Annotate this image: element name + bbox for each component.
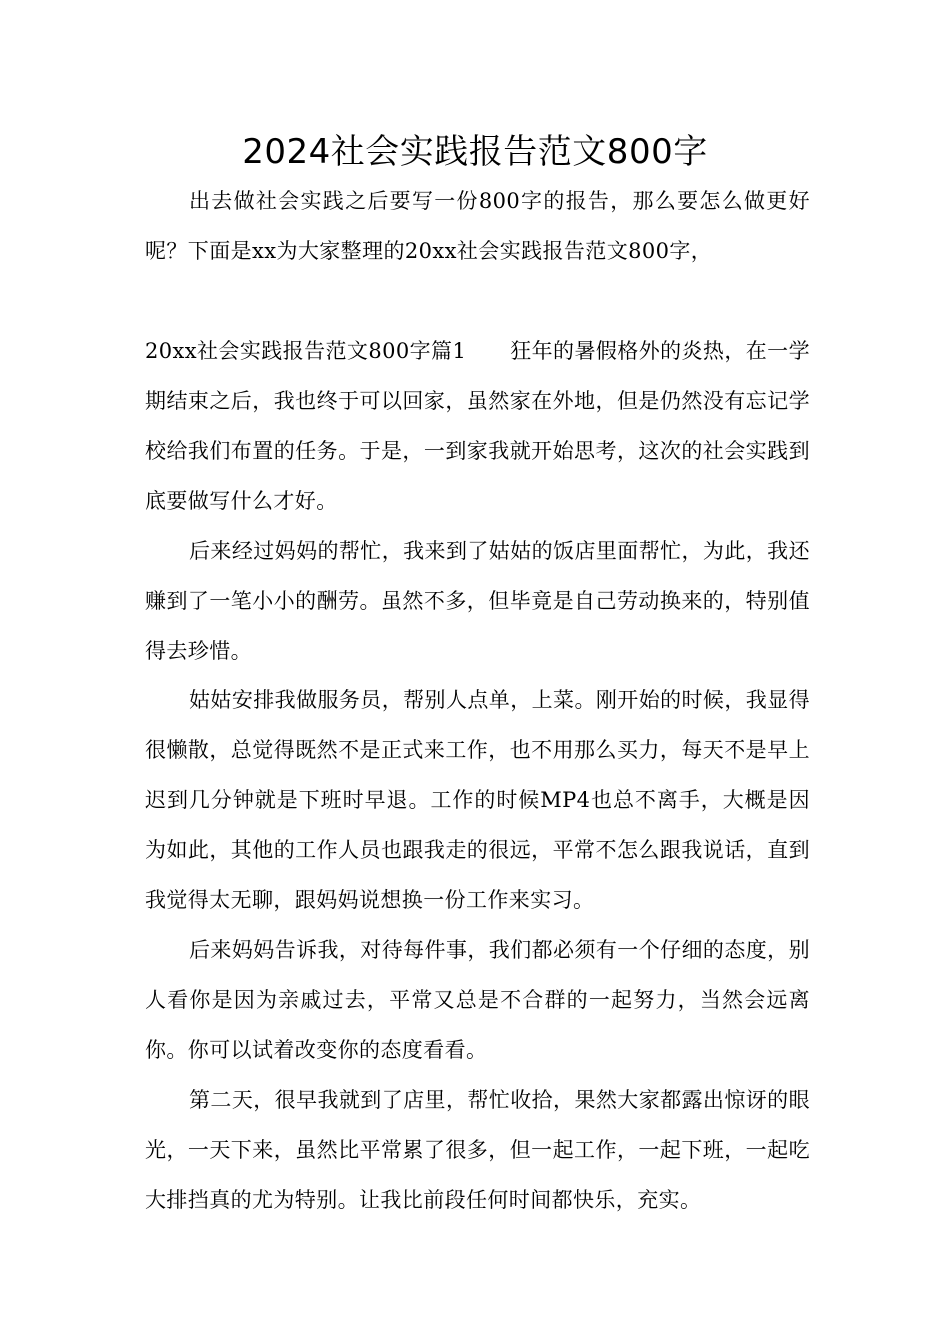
- body-paragraph-2: 后来经过妈妈的帮忙，我来到了姑姑的饭店里面帮忙，为此，我还赚到了一笔小小的酬劳。虽然不多，但毕竟是自己劳动换来的，特别值得去珍惜。: [145, 539, 810, 663]
- page-title: 2024社会实践报告范文800字: [242, 132, 708, 172]
- section-1-paragraph: [145, 326, 810, 526]
- body-paragraph-1: 狂年的暑假格外的炎热，在一学期结束之后，我也终于可以回家，虽然家在外地，但是仍然没有忘记学校给我们布置的任务。于是，一到家我就开始思考，这次的社会实践到底要做写什么才好。: [145, 339, 810, 513]
- body-paragraph-4: 后来妈妈告诉我，对待每件事，我们都必须有一个仔细的态度，别人看你是因为亲戚过去，平常又总是不合群的一起努力，当然会远离你。你可以试着改变你的态度看看。: [145, 938, 810, 1062]
- section-heading: 20xx社会实践报告范文800字篇1: [145, 339, 467, 363]
- intro-paragraph: 出去做社会实践之后要写一份800字的报告，那么要怎么做更好呢？下面是xx为大家整理的20xx社会实践报告范文800字，: [145, 189, 810, 263]
- body-paragraph-5: 第二天，很早我就到了店里，帮忙收拾，果然大家都露出惊讶的眼光，一天下来，虽然比平常累了很多，但一起工作，一起下班，一起吃大排挡真的尤为特别。让我比前段任何时间都快乐，充实。: [145, 1088, 810, 1212]
- body-paragraph-3: 姑姑安排我做服务员，帮别人点单，上菜。刚开始的时候，我显得很懒散，总觉得既然不是正式来工作，也不用那么买力，每天不是早上迟到几分钟就是下班时早退。工作的时候MP4也总不离手，大概是因为如此，其他的工作人员也跟我走的很远，平常不怎么跟我说话，直到我觉得太无聊，跟妈妈说想换一份工作来实习。: [145, 688, 810, 912]
